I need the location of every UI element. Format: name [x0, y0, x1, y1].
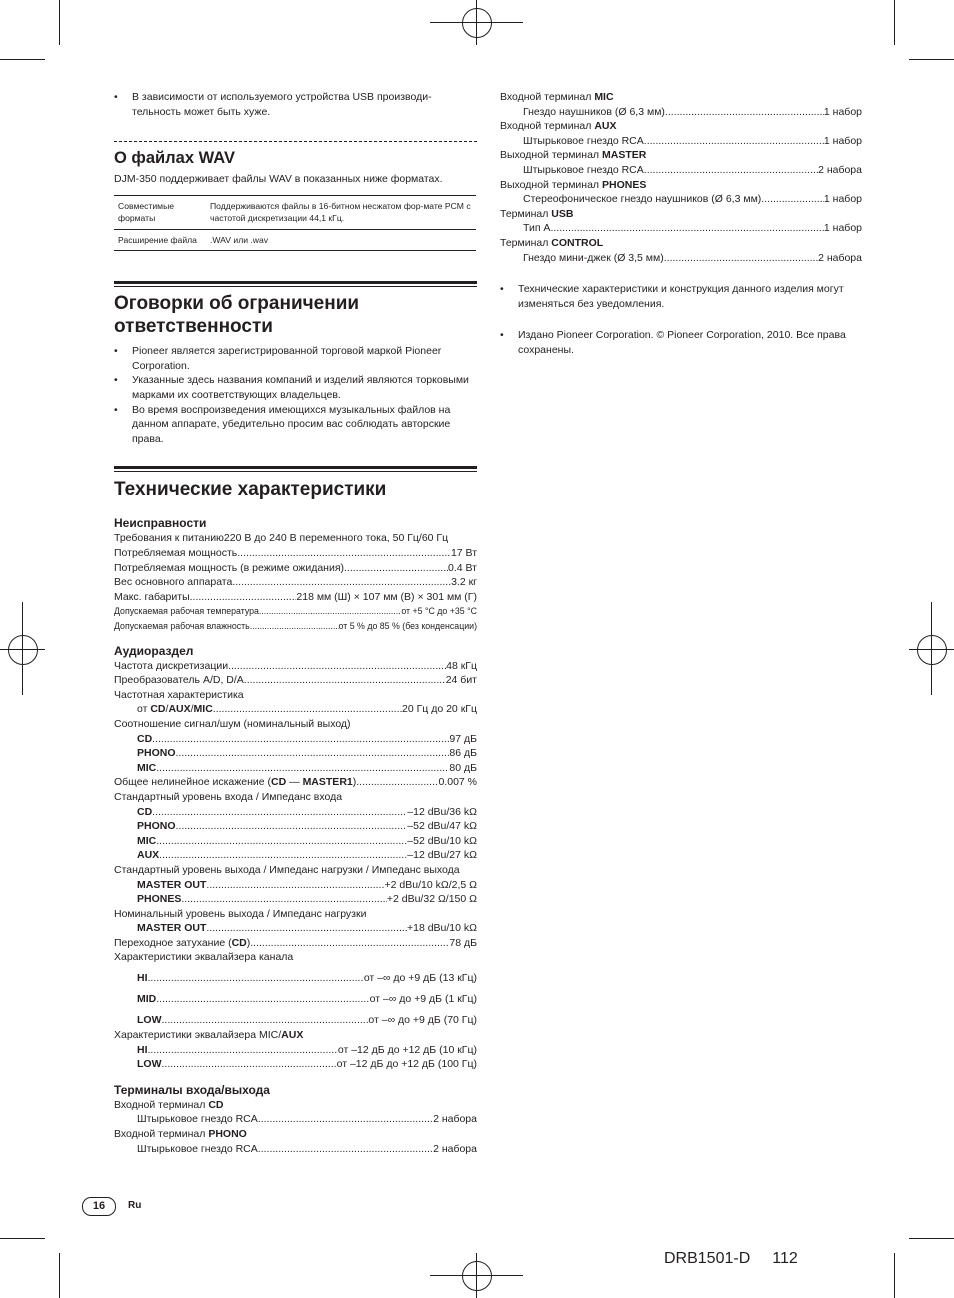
spec-row: Потребляемая мощность ..... 17 Вт — [114, 546, 477, 561]
wav-heading: О файлах WAV — [114, 149, 235, 168]
spec-label: Выходной терминал PHONES — [500, 178, 647, 191]
disclaimer-list — [114, 344, 477, 446]
spec-row: Частота дискретизации ..... 48 кГц — [114, 659, 477, 674]
table-cell: Совместимые форматы — [114, 195, 206, 229]
spec-label: Терминал CONTROL — [500, 236, 604, 249]
spec-row: LOW ..... от –∞ до +9 дБ (70 Гц) — [114, 1007, 477, 1028]
section-divider — [114, 141, 477, 142]
spec-row: PHONO ..... –52 dBu/47 kΩ — [114, 819, 477, 834]
list-item: • Pioneer является зарегистрированной торговой маркой Pioneer Corporation. — [114, 344, 477, 373]
specs-heading: Технические характеристики — [114, 479, 387, 501]
spec-row: Макс. габариты ..... 218 мм (Ш) × 107 мм (В) × 301 мм (Г) — [114, 590, 477, 605]
spec-row: Переходное затухание (CD) ..... 78 дБ — [114, 936, 477, 951]
table-cell: Поддерживаются файлы в 16-битном несжатом фор-мате PCM с частотой дискретизации 44,1 кГц. — [206, 195, 476, 229]
spec-row: Общее нелинейное искажение (CD — MASTER1) ..... 0.007 % — [114, 775, 477, 790]
list-item: • Технические характеристики и конструкция данного изделия могут изменяться без уведомления. — [500, 282, 862, 311]
power-requirement: Требования к питанию220 В до 240 В переменного тока, 50 Гц/60 Гц — [114, 532, 449, 545]
spec-label: Стандартный уровень выхода / Импеданс нагрузки / Импеданс выхода — [114, 863, 460, 876]
crop-mark — [0, 1238, 45, 1239]
right-column — [500, 90, 862, 358]
audio-heading: Аудиораздел — [114, 643, 194, 658]
registration-mark — [8, 635, 38, 665]
spec-row: HI ..... от –12 дБ до +12 дБ (10 кГц) — [114, 1043, 477, 1058]
spec-row: Вес основного аппарата ..... 3.2 кг — [114, 575, 477, 590]
spec-row: AUX ..... –12 dBu/27 kΩ — [114, 848, 477, 863]
spec-row: MIC ..... 80 дБ — [114, 761, 477, 776]
spec-label: Входной терминал AUX — [500, 120, 617, 133]
spec-row: MASTER OUT ..... +18 dBu/10 kΩ — [114, 921, 477, 936]
crop-mark — [59, 0, 60, 45]
wav-table — [114, 195, 476, 252]
spec-row: Преобразователь A/D, D/A ..... 24 бит — [114, 673, 477, 688]
page-number: 16 — [82, 1197, 116, 1216]
crop-mark — [909, 59, 954, 60]
table-row — [114, 195, 476, 229]
spec-label: Соотношение сигнал/шум (номинальный выход) — [114, 717, 351, 730]
left-column — [114, 90, 477, 1156]
disclaimer-heading: Оговорки об ограничении ответственности — [114, 293, 360, 338]
list-item: • Издано Pioneer Corporation. © Pioneer Corporation, 2010. Все права сохранены. — [500, 328, 862, 357]
crop-mark — [894, 0, 895, 45]
spec-row: LOW ..... от –12 дБ до +12 дБ (100 Гц) — [114, 1057, 477, 1072]
spec-label: Входной терминал PHONO — [114, 1128, 247, 1141]
spec-row: Гнездо мини-джек (Ø 3,5 мм) ..... 2 набора — [500, 251, 862, 266]
spec-row: Штырьковое гнездо RCA ..... 1 набор — [500, 134, 862, 149]
spec-label: Стандартный уровень входа / Импеданс входа — [114, 790, 343, 803]
spec-label: Входной терминал CD — [114, 1098, 224, 1111]
section-rule — [114, 281, 477, 287]
spec-label: Характеристики эквалайзера канала — [114, 951, 294, 964]
table-cell: .WAV или .wav — [206, 229, 476, 251]
doc-code-text: DRB1501-D — [664, 1250, 751, 1267]
spec-label: Входной терминал MIC — [500, 91, 614, 103]
spec-row: Штырьковое гнездо RCA ..... 2 набора — [114, 1142, 477, 1157]
spec-label: Терминал USB — [500, 207, 574, 220]
spec-label: Характеристики эквалайзера MIC/AUX — [114, 1029, 304, 1042]
document-code — [664, 1250, 798, 1268]
spec-row: Гнездо наушников (Ø 6,3 мм) ..... 1 набор — [500, 105, 862, 120]
crop-mark — [909, 1238, 954, 1239]
spec-row: PHONES ..... +2 dBu/32 Ω/150 Ω — [114, 892, 477, 907]
crop-mark — [0, 59, 45, 60]
doc-page-text: 112 — [772, 1250, 798, 1267]
spec-row: Стереофоническое гнездо наушников (Ø 6,3 мм) ..... 1 набор — [500, 192, 862, 207]
spec-row: MID ..... от –∞ до +9 дБ (1 кГц) — [114, 986, 477, 1007]
spec-label: Частотная характеристика — [114, 688, 244, 701]
crop-mark — [894, 1253, 895, 1298]
spec-label: Номинальный уровень выхода / Импеданс нагрузки — [114, 907, 367, 920]
registration-mark — [462, 1261, 492, 1291]
usb-note: • В зависимости от используемого устройства USB производи-тельность может быть хуже. — [114, 90, 477, 119]
table-cell: Расширение файла — [114, 229, 206, 251]
spec-row: Тип A ..... 1 набор — [500, 221, 862, 236]
registration-mark — [917, 635, 947, 665]
crop-mark — [59, 1253, 60, 1298]
spec-row: Штырьковое гнездо RCA ..... 2 набора — [500, 163, 862, 178]
spec-row: MIC ..... –52 dBu/10 kΩ — [114, 834, 477, 849]
wav-intro: DJM-350 поддерживает файлы WAV в показанных ниже форматах. — [114, 173, 443, 186]
general-heading: Неисправности — [114, 516, 207, 531]
spec-row: PHONO ..... 86 дБ — [114, 746, 477, 761]
language-code: Ru — [128, 1200, 142, 1211]
spec-row: Допускаемая рабочая влажность ..... от 5 % до 85 % (без конденсации) — [114, 619, 477, 634]
spec-row: Потребляемая мощность (в режиме ожидания) ..... 0.4 Вт — [114, 561, 477, 576]
section-rule — [114, 466, 477, 472]
list-item: • Во время воспроизведения имеющихся музыкальных файлов на данном аппарате, убедительно просим вас соблюдать авторские права. — [114, 403, 477, 447]
spec-row: CD ..... –12 dBu/36 kΩ — [114, 805, 477, 820]
spec-row: CD ..... 97 дБ — [114, 732, 477, 747]
io-heading: Терминалы входа/выхода — [114, 1082, 270, 1097]
spec-row: MASTER OUT ..... +2 dBu/10 kΩ/2,5 Ω — [114, 878, 477, 893]
list-item: • Указанные здесь названия компаний и изделий являются торковыми марками их соответствующих владельцев. — [114, 373, 477, 402]
spec-row: HI ..... от –∞ до +9 дБ (13 кГц) — [114, 965, 477, 986]
spec-label: Выходной терминал MASTER — [500, 149, 647, 162]
spec-row: Допускаемая рабочая температура ..... от +5 °C до +35 °C — [114, 604, 477, 619]
registration-mark — [462, 8, 492, 38]
spec-row: Штырьковое гнездо RCA ..... 2 набора — [114, 1112, 477, 1127]
spec-row: от CD/AUX/MIC ..... 20 Гц до 20 кГц — [114, 702, 477, 717]
table-row — [114, 229, 476, 251]
